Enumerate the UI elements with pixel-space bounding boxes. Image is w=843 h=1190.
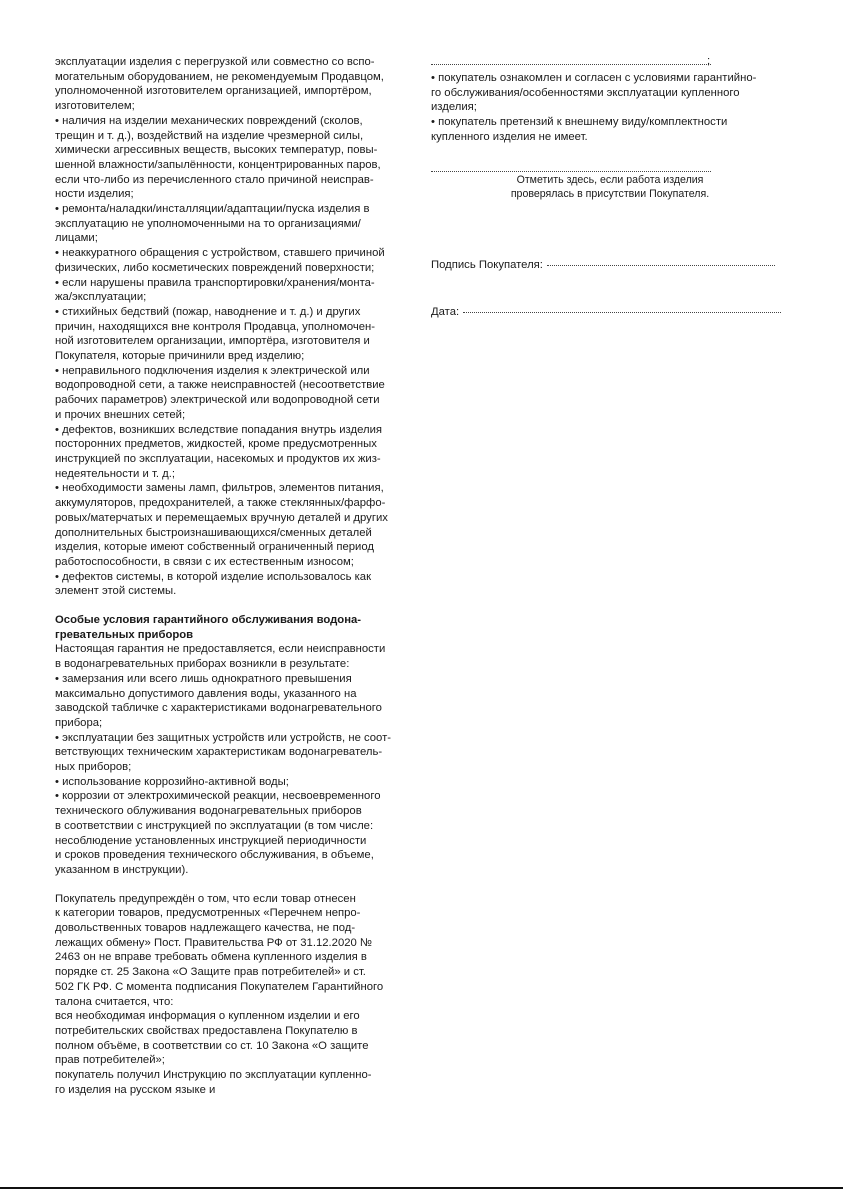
text-line: Настоящая гарантия не предоставляется, если неисправности (55, 643, 386, 656)
text-line: жа/эксплуатации; (55, 291, 147, 304)
date-field[interactable] (463, 312, 781, 313)
text-line: го обслуживания/особенностями эксплуатации купленного (431, 86, 740, 99)
text-line: вся необходимая информация о купленном изделии и его (55, 1010, 360, 1023)
date-label: Дата: (431, 306, 460, 318)
text-line: • покупатель ознакомлен и согласен с условиями гарантийно- (431, 72, 757, 84)
text-line: ровых/матерчатых и перемещаемых вручную деталей и других (55, 511, 388, 524)
section-heading: Особые условия гарантийного обслуживания водона- (55, 614, 362, 627)
text-line: • использование коррозийно-активной воды; (55, 775, 289, 788)
text-line: покупатель получил Инструкцию по эксплуатации купленно- (55, 1069, 372, 1082)
signature-row (431, 259, 775, 271)
text-line: если что-либо из перечисленного стало причиной неисправ- (55, 173, 374, 186)
text-line: к категории товаров, предусмотренных «Перечнем непро- (55, 907, 361, 920)
text-line: несоблюдение установленных инструкцией периодичности (55, 834, 367, 847)
buyer-notice (55, 892, 408, 1098)
text-line: изделия; (431, 101, 477, 114)
bottom-rule (0, 1187, 843, 1189)
text-line: указанном в инструкции). (55, 863, 189, 876)
text-line: эксплуатации изделия с перегрузкой или совместно со вспо- (55, 56, 375, 68)
text-line: и сроков проведения технического обслуживания, в объеме, (55, 849, 374, 862)
text-line: причин, находящихся вне контроля Продавца, уполномочен- (55, 320, 376, 333)
date-row (431, 306, 781, 318)
check-note (470, 174, 750, 201)
text-line: 502 ГК РФ. С момента подписания Покупателем Гарантийного (55, 980, 384, 993)
text-line: • ремонта/наладки/инсталляции/адаптации/пуска изделия в (55, 203, 370, 216)
text-line: порядке ст. 25 Закона «О Защите прав потребителей» и ст. (55, 966, 366, 979)
check-note-line2: проверялась в присутствии Покупателя. (510, 187, 710, 200)
left-column (55, 55, 408, 1098)
text-line: потребительских свойствах предоставлена Покупателю в (55, 1025, 358, 1037)
text-line: го изделия на русском языке и (55, 1083, 216, 1096)
text-line: • дефектов системы, в которой изделие использовалось как (55, 570, 372, 583)
spacer (55, 878, 408, 892)
text-line: лежащих обмену» Пост. Правительства РФ от 31.12.2020 № (55, 936, 373, 949)
buyer-acknowledgements (431, 71, 756, 145)
text-line: инструкцией по эксплуатации, насекомых и продуктов их жиз- (55, 452, 381, 465)
text-line: дополнительных быстроизнашивающихся/сменных деталей (55, 526, 372, 539)
text-line: • неправильного подключения изделия к электрической или (55, 364, 370, 377)
text-line: талона считается, что: (55, 995, 174, 1008)
text-line: прибора; (55, 716, 103, 729)
checkmark-line[interactable] (431, 171, 711, 172)
water-heater-conditions (55, 642, 408, 877)
text-line: физических, либо косметических повреждений поверхности; (55, 261, 375, 274)
text-line: водопроводной сети, а также неисправностей (несоответствие (55, 379, 385, 392)
text-line: полном объёме, в соответствии со ст. 10 Закона «О защите (55, 1039, 369, 1052)
text-line: • стихийных бедствий (пожар, наводнение и т. д.) и других (55, 305, 361, 318)
text-line: ветствующих техническим характеристикам водонагреватель- (55, 746, 383, 759)
section-heading-cont: гревательных приборов (55, 628, 194, 641)
text-line: недеятельности и т. д.; (55, 467, 176, 480)
text-line: довольственных товаров надлежащего качества, не под- (55, 922, 356, 935)
signature-label: Подпись Покупателя: (431, 259, 543, 271)
signature-field[interactable] (547, 265, 775, 266)
text-line: • если нарушены правила транспортировки/хранения/монта- (55, 276, 375, 289)
text-line: • замерзания или всего лишь однократного превышения (55, 672, 352, 685)
text-line: купленного изделия не имеет. (431, 130, 588, 143)
semicolon-mark: ; (707, 55, 711, 67)
text-line: изделия, которые имеют собственный ограниченный период (55, 541, 374, 554)
text-line: лицами; (55, 232, 98, 245)
spacer (55, 599, 408, 613)
text-line: максимально допустимого давления воды, указанного на (55, 687, 357, 700)
text-line: в водонагревательных приборах возникли в результате: (55, 658, 350, 671)
text-line: • коррозии от электрохимической реакции, несвоевременного (55, 790, 381, 803)
fill-line (431, 64, 711, 65)
text-line: ности изделия; (55, 188, 134, 201)
text-line: работоспособности, в связи с их естественным износом; (55, 555, 354, 568)
text-line: Покупателя, которые причинили вред изделию; (55, 350, 305, 363)
text-line: шенной влажности/запылённости, концентрированных паров, (55, 158, 381, 171)
text-line: трещин и т. д.), воздействий на изделие чрезмерной силы, (55, 129, 364, 142)
text-line: прав потребителей»; (55, 1054, 165, 1067)
text-line: ных приборов; (55, 761, 132, 774)
text-line: могательным оборудованием, не рекомендуемым Продавцом, (55, 70, 384, 83)
text-line: • эксплуатации без защитных устройств или устройств, не соот- (55, 731, 392, 744)
text-line: в соответствии с инструкцией по эксплуатации (в том числе: (55, 819, 374, 832)
text-line: и прочих внешних сетей; (55, 408, 186, 421)
text-line: ной изготовителем организации, импортёра, изготовителя и (55, 335, 370, 348)
conditions-list (55, 55, 408, 599)
text-line: заводской табличке с характеристиками водонагревательного (55, 702, 382, 715)
text-line: посторонних предметов, жидкостей, кроме предусмотренных (55, 438, 377, 451)
text-line: эксплуатацию не уполномоченными на то организациями/ (55, 217, 361, 230)
text-line: • необходимости замены ламп, фильтров, элементов питания, (55, 482, 384, 495)
text-line: • наличия на изделии механических повреждений (сколов, (55, 114, 363, 127)
text-line: химически агрессивных веществ, высоких температур, повы- (55, 144, 378, 157)
text-line: изготовителем; (55, 100, 135, 113)
text-line: 2463 он не вправе требовать обмена купленного изделия в (55, 951, 367, 964)
text-line: элемент этой системы. (55, 585, 177, 598)
text-line: рабочих параметров) электрической или водопроводной сети (55, 394, 380, 407)
text-line: уполномоченной изготовителем организацией, импортёром, (55, 85, 372, 98)
text-line: • покупатель претензий к внешнему виду/комплектности (431, 116, 728, 129)
text-line: Покупатель предупреждён о том, что если товар отнесен (55, 892, 356, 905)
check-note-line1: Отметить здесь, если работа изделия (516, 174, 704, 186)
text-line: аккумуляторов, предохранителей, а также стеклянных/фарфо- (55, 497, 386, 510)
text-line: технического облуживания водонагревательных приборов (55, 805, 362, 818)
text-line: • дефектов, возникших вследствие попадания внутрь изделия (55, 423, 382, 436)
text-line: • неаккуратного обращения с устройством, ставшего причиной (55, 247, 385, 260)
